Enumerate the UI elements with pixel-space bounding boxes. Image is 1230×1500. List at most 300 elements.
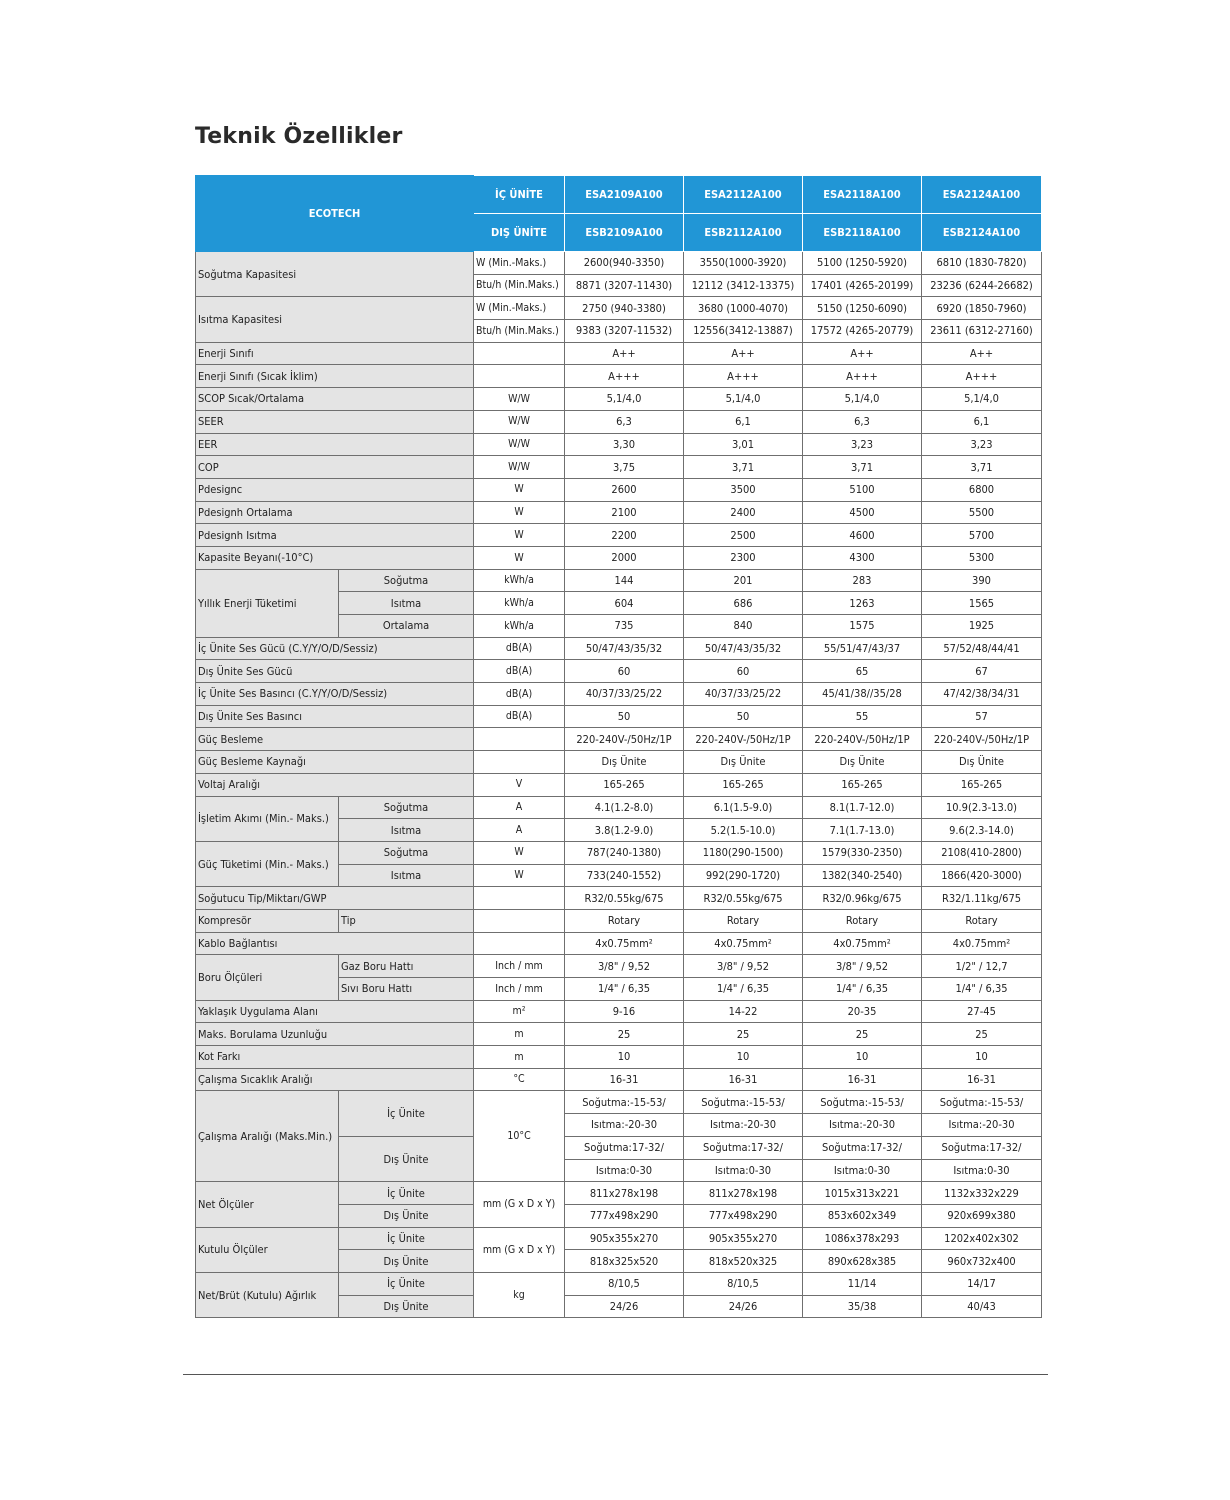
table-row — [196, 932, 1042, 955]
spec-value: A+++ — [922, 365, 1042, 388]
table-row — [196, 887, 1042, 910]
spec-value: 920x699x380 — [922, 1204, 1042, 1227]
table-row — [196, 796, 1042, 819]
spec-value: 25 — [565, 1023, 684, 1046]
page-title: Teknik Özellikler — [195, 124, 403, 149]
spec-sublabel: Dış Ünite — [339, 1136, 474, 1181]
spec-value: 5700 — [922, 524, 1042, 547]
spec-value: R32/0.55kg/675 — [684, 887, 803, 910]
spec-value: 25 — [922, 1023, 1042, 1046]
spec-value: 1/2" / 12,7 — [922, 955, 1042, 978]
spec-value: Dış Ünite — [684, 751, 803, 774]
spec-unit: 10°C — [474, 1091, 565, 1182]
spec-unit: W — [474, 864, 565, 887]
spec-value: A++ — [565, 342, 684, 365]
spec-unit: W (Min.-Maks.) — [474, 252, 565, 275]
spec-unit: dB(A) — [474, 660, 565, 683]
spec-value: 283 — [803, 569, 922, 592]
spec-value: 5,1/4,0 — [565, 388, 684, 411]
spec-value: 5300 — [922, 546, 1042, 569]
spec-value: 4600 — [803, 524, 922, 547]
spec-value: 16-31 — [684, 1068, 803, 1091]
spec-label: Kutulu Ölçüler — [196, 1227, 339, 1272]
spec-value: 1202x402x302 — [922, 1227, 1042, 1250]
outdoor-model: ESB2118A100 — [803, 214, 922, 252]
spec-value: 390 — [922, 569, 1042, 592]
spec-value: Soğutma:17-32/ — [803, 1136, 922, 1159]
table-row — [196, 1091, 1042, 1114]
spec-value: 1180(290-1500) — [684, 841, 803, 864]
brand-header: ECOTECH — [196, 176, 474, 252]
spec-value: 40/37/33/25/22 — [565, 683, 684, 706]
spec-value: 9383 (3207-11532) — [565, 320, 684, 343]
spec-value: 10 — [922, 1046, 1042, 1069]
table-row — [196, 297, 1042, 320]
spec-value: 6810 (1830-7820) — [922, 252, 1042, 275]
spec-value: Soğutma:17-32/ — [565, 1136, 684, 1159]
spec-unit — [474, 342, 565, 365]
table-row — [196, 1046, 1042, 1069]
spec-value: 6800 — [922, 478, 1042, 501]
spec-value: 735 — [565, 615, 684, 638]
spec-label: Enerji Sınıfı — [196, 342, 474, 365]
spec-value: 1015x313x221 — [803, 1182, 922, 1205]
spec-value: 2000 — [565, 546, 684, 569]
spec-value: 10 — [684, 1046, 803, 1069]
spec-sublabel: Isıtma — [339, 864, 474, 887]
spec-value: 10 — [803, 1046, 922, 1069]
spec-label: Kompresör — [196, 909, 339, 932]
spec-unit: A — [474, 819, 565, 842]
spec-value: 11/14 — [803, 1272, 922, 1295]
spec-label: SEER — [196, 410, 474, 433]
table-row — [196, 546, 1042, 569]
spec-value: 3/8" / 9,52 — [684, 955, 803, 978]
spec-value: 2600 — [565, 478, 684, 501]
spec-value: 17401 (4265-20199) — [803, 274, 922, 297]
spec-label: Güç Tüketimi (Min.- Maks.) — [196, 841, 339, 886]
spec-value: 3.8(1.2-9.0) — [565, 819, 684, 842]
spec-value: 3,71 — [922, 456, 1042, 479]
spec-unit: Btu/h (Min.Maks.) — [474, 320, 565, 343]
spec-value: 3/8" / 9,52 — [803, 955, 922, 978]
spec-value: 5100 (1250-5920) — [803, 252, 922, 275]
spec-value: 10.9(2.3-13.0) — [922, 796, 1042, 819]
spec-value: 604 — [565, 592, 684, 615]
spec-value: 1575 — [803, 615, 922, 638]
spec-value: Rotary — [922, 909, 1042, 932]
table-row — [196, 1023, 1042, 1046]
spec-value: 853x602x349 — [803, 1204, 922, 1227]
spec-value: 6,3 — [565, 410, 684, 433]
spec-value: 3680 (1000-4070) — [684, 297, 803, 320]
spec-value: 57 — [922, 705, 1042, 728]
spec-value: 3,30 — [565, 433, 684, 456]
spec-unit: W — [474, 841, 565, 864]
spec-value: 65 — [803, 660, 922, 683]
table-row — [196, 637, 1042, 660]
spec-unit — [474, 909, 565, 932]
spec-value: 24/26 — [684, 1295, 803, 1318]
spec-value: Isıtma:0-30 — [565, 1159, 684, 1182]
spec-unit: W/W — [474, 410, 565, 433]
spec-unit: W — [474, 478, 565, 501]
spec-value: 40/43 — [922, 1295, 1042, 1318]
spec-value: 16-31 — [922, 1068, 1042, 1091]
spec-value: 4x0.75mm² — [803, 932, 922, 955]
spec-value: 4x0.75mm² — [922, 932, 1042, 955]
spec-label: EER — [196, 433, 474, 456]
spec-label: Dış Ünite Ses Gücü — [196, 660, 474, 683]
indoor-model: ESA2118A100 — [803, 176, 922, 214]
spec-value: Rotary — [565, 909, 684, 932]
spec-label: Yaklaşık Uygulama Alanı — [196, 1000, 474, 1023]
spec-value: 55/51/47/43/37 — [803, 637, 922, 660]
spec-label: Net Ölçüler — [196, 1182, 339, 1227]
spec-value: 35/38 — [803, 1295, 922, 1318]
spec-unit: kWh/a — [474, 592, 565, 615]
table-row — [196, 569, 1042, 592]
indoor-unit-header: İÇ ÜNİTE — [474, 176, 565, 214]
spec-unit: W — [474, 546, 565, 569]
spec-unit: W/W — [474, 388, 565, 411]
spec-value: Rotary — [684, 909, 803, 932]
spec-value: Isıtma:-20-30 — [803, 1114, 922, 1137]
spec-unit: Inch / mm — [474, 955, 565, 978]
spec-value: 8/10,5 — [565, 1272, 684, 1295]
table-row — [196, 841, 1042, 864]
spec-value: Soğutma:-15-53/ — [684, 1091, 803, 1114]
spec-value: Rotary — [803, 909, 922, 932]
spec-value: 144 — [565, 569, 684, 592]
spec-value: 1579(330-2350) — [803, 841, 922, 864]
table-row — [196, 524, 1042, 547]
spec-sublabel: İç Ünite — [339, 1182, 474, 1205]
spec-value: 3,75 — [565, 456, 684, 479]
spec-value: 1/4" / 6,35 — [565, 978, 684, 1001]
spec-value: 3550(1000-3920) — [684, 252, 803, 275]
spec-value: 17572 (4265-20779) — [803, 320, 922, 343]
spec-value: A++ — [684, 342, 803, 365]
spec-unit: V — [474, 773, 565, 796]
indoor-model: ESA2109A100 — [565, 176, 684, 214]
table-row — [196, 909, 1042, 932]
spec-value: 3,23 — [922, 433, 1042, 456]
spec-label: Boru Ölçüleri — [196, 955, 339, 1000]
spec-value: Isıtma:-20-30 — [684, 1114, 803, 1137]
spec-unit: W/W — [474, 456, 565, 479]
spec-value: 733(240-1552) — [565, 864, 684, 887]
spec-unit: kg — [474, 1272, 565, 1317]
spec-value: 5.2(1.5-10.0) — [684, 819, 803, 842]
spec-label: Kablo Bağlantısı — [196, 932, 474, 955]
spec-sublabel: İç Ünite — [339, 1272, 474, 1295]
spec-label: Güç Besleme — [196, 728, 474, 751]
spec-sublabel: Sıvı Boru Hattı — [339, 978, 474, 1001]
spec-unit: mm (G x D x Y) — [474, 1182, 565, 1227]
table-row — [196, 252, 1042, 275]
spec-value: 1132x332x229 — [922, 1182, 1042, 1205]
spec-unit: Inch / mm — [474, 978, 565, 1001]
outdoor-model: ESB2124A100 — [922, 214, 1042, 252]
table-row — [196, 751, 1042, 774]
spec-label: COP — [196, 456, 474, 479]
spec-value: 7.1(1.7-13.0) — [803, 819, 922, 842]
spec-label: Pdesignc — [196, 478, 474, 501]
spec-unit — [474, 932, 565, 955]
spec-value: 23236 (6244-26682) — [922, 274, 1042, 297]
spec-value: 3,71 — [684, 456, 803, 479]
table-row — [196, 705, 1042, 728]
spec-value: 50 — [684, 705, 803, 728]
spec-value: A++ — [922, 342, 1042, 365]
spec-value: R32/0.96kg/675 — [803, 887, 922, 910]
spec-value: 220-240V-/50Hz/1P — [922, 728, 1042, 751]
spec-unit: A — [474, 796, 565, 819]
spec-unit: dB(A) — [474, 683, 565, 706]
table-row — [196, 1227, 1042, 1250]
spec-label: Çalışma Sıcaklık Aralığı — [196, 1068, 474, 1091]
spec-value: 20-35 — [803, 1000, 922, 1023]
spec-sublabel: Dış Ünite — [339, 1295, 474, 1318]
spec-sublabel: Soğutma — [339, 569, 474, 592]
spec-label: İşletim Akımı (Min.- Maks.) — [196, 796, 339, 841]
spec-unit: Btu/h (Min.Maks.) — [474, 274, 565, 297]
spec-label: Pdesignh Ortalama — [196, 501, 474, 524]
spec-value: 2300 — [684, 546, 803, 569]
table-row — [196, 1068, 1042, 1091]
spec-value: 1565 — [922, 592, 1042, 615]
table-row — [196, 728, 1042, 751]
spec-sublabel: İç Ünite — [339, 1227, 474, 1250]
spec-unit: W — [474, 524, 565, 547]
spec-value: 14-22 — [684, 1000, 803, 1023]
spec-value: 165-265 — [803, 773, 922, 796]
spec-value: 40/37/33/25/22 — [684, 683, 803, 706]
spec-label: Voltaj Aralığı — [196, 773, 474, 796]
spec-value: 8/10,5 — [684, 1272, 803, 1295]
spec-label: Kapasite Beyanı(-10°C) — [196, 546, 474, 569]
table-row — [196, 410, 1042, 433]
spec-value: 12112 (3412-13375) — [684, 274, 803, 297]
spec-value: 25 — [803, 1023, 922, 1046]
spec-value: 1925 — [922, 615, 1042, 638]
spec-value: 3500 — [684, 478, 803, 501]
spec-value: Dış Ünite — [803, 751, 922, 774]
spec-value: 2200 — [565, 524, 684, 547]
spec-value: R32/0.55kg/675 — [565, 887, 684, 910]
spec-sublabel: Dış Ünite — [339, 1204, 474, 1227]
spec-value: 27-45 — [922, 1000, 1042, 1023]
indoor-model: ESA2124A100 — [922, 176, 1042, 214]
spec-value: 686 — [684, 592, 803, 615]
indoor-model: ESA2112A100 — [684, 176, 803, 214]
spec-unit — [474, 751, 565, 774]
spec-value: 9-16 — [565, 1000, 684, 1023]
spec-value: 4x0.75mm² — [565, 932, 684, 955]
spec-label: Net/Brüt (Kutulu) Ağırlık — [196, 1272, 339, 1317]
spec-value: 777x498x290 — [565, 1204, 684, 1227]
spec-label: Soğutma Kapasitesi — [196, 252, 474, 297]
table-row — [196, 342, 1042, 365]
spec-unit: m — [474, 1023, 565, 1046]
spec-unit: W/W — [474, 433, 565, 456]
spec-value: 5150 (1250-6090) — [803, 297, 922, 320]
spec-value: Isıtma:-20-30 — [565, 1114, 684, 1137]
spec-value: 1263 — [803, 592, 922, 615]
spec-value: 2750 (940-3380) — [565, 297, 684, 320]
table-row — [196, 1000, 1042, 1023]
spec-value: 201 — [684, 569, 803, 592]
spec-unit — [474, 365, 565, 388]
spec-label: Güç Besleme Kaynağı — [196, 751, 474, 774]
spec-label: İç Ünite Ses Basıncı (C.Y/Y/O/D/Sessiz) — [196, 683, 474, 706]
spec-value: 811x278x198 — [565, 1182, 684, 1205]
table-row — [196, 1272, 1042, 1295]
spec-value: Isıtma:0-30 — [684, 1159, 803, 1182]
spec-value: 60 — [565, 660, 684, 683]
spec-value: 12556(3412-13887) — [684, 320, 803, 343]
table-row — [196, 501, 1042, 524]
spec-sublabel: Tip — [339, 909, 474, 932]
spec-sublabel: Dış Ünite — [339, 1250, 474, 1273]
spec-value: 165-265 — [922, 773, 1042, 796]
spec-sublabel: Isıtma — [339, 819, 474, 842]
spec-value: Soğutma:17-32/ — [684, 1136, 803, 1159]
table-row — [196, 433, 1042, 456]
spec-unit: m² — [474, 1000, 565, 1023]
spec-value: 57/52/48/44/41 — [922, 637, 1042, 660]
spec-value: 905x355x270 — [684, 1227, 803, 1250]
spec-unit — [474, 887, 565, 910]
spec-value: 1/4" / 6,35 — [922, 978, 1042, 1001]
spec-label: Pdesignh Isıtma — [196, 524, 474, 547]
spec-unit: W (Min.-Maks.) — [474, 297, 565, 320]
spec-value: 4500 — [803, 501, 922, 524]
spec-value: 6,1 — [922, 410, 1042, 433]
spec-value: 811x278x198 — [684, 1182, 803, 1205]
spec-unit: dB(A) — [474, 705, 565, 728]
outdoor-model: ESB2109A100 — [565, 214, 684, 252]
spec-value: 787(240-1380) — [565, 841, 684, 864]
spec-unit: kWh/a — [474, 569, 565, 592]
table-row — [196, 1182, 1042, 1205]
spec-unit: °C — [474, 1068, 565, 1091]
spec-sublabel: Gaz Boru Hattı — [339, 955, 474, 978]
table-row — [196, 478, 1042, 501]
spec-label: Maks. Borulama Uzunluğu — [196, 1023, 474, 1046]
bottom-rule — [183, 1374, 1048, 1375]
spec-sublabel: Isıtma — [339, 592, 474, 615]
spec-value: Soğutma:-15-53/ — [565, 1091, 684, 1114]
spec-value: 165-265 — [565, 773, 684, 796]
spec-label: Kot Farkı — [196, 1046, 474, 1069]
spec-value: 67 — [922, 660, 1042, 683]
spec-value: 50/47/43/35/32 — [565, 637, 684, 660]
spec-value: 960x732x400 — [922, 1250, 1042, 1273]
spec-value: 818x325x520 — [565, 1250, 684, 1273]
spec-value: R32/1.11kg/675 — [922, 887, 1042, 910]
spec-value: 2400 — [684, 501, 803, 524]
spec-unit — [474, 728, 565, 751]
table-row — [196, 955, 1042, 978]
spec-value: 890x628x385 — [803, 1250, 922, 1273]
spec-value: 55 — [803, 705, 922, 728]
spec-value: 45/41/38//35/28 — [803, 683, 922, 706]
spec-value: 5,1/4,0 — [684, 388, 803, 411]
spec-value: 5100 — [803, 478, 922, 501]
spec-value: 14/17 — [922, 1272, 1042, 1295]
spec-value: 6.1(1.5-9.0) — [684, 796, 803, 819]
table-row — [196, 773, 1042, 796]
spec-value: 992(290-1720) — [684, 864, 803, 887]
spec-label: Enerji Sınıfı (Sıcak İklim) — [196, 365, 474, 388]
spec-value: 6,1 — [684, 410, 803, 433]
spec-label: İç Ünite Ses Gücü (C.Y/Y/O/D/Sessiz) — [196, 637, 474, 660]
spec-value: 10 — [565, 1046, 684, 1069]
spec-value: 8.1(1.7-12.0) — [803, 796, 922, 819]
spec-sublabel: İç Ünite — [339, 1091, 474, 1136]
spec-label: Isıtma Kapasitesi — [196, 297, 474, 342]
spec-value: 50 — [565, 705, 684, 728]
table-row — [196, 365, 1042, 388]
spec-value: 165-265 — [684, 773, 803, 796]
spec-value: 2108(410-2800) — [922, 841, 1042, 864]
spec-value: 1/4" / 6,35 — [803, 978, 922, 1001]
spec-value: 2500 — [684, 524, 803, 547]
spec-label: Çalışma Aralığı (Maks.Min.) — [196, 1091, 339, 1182]
spec-value: Isıtma:0-30 — [922, 1159, 1042, 1182]
spec-value: 840 — [684, 615, 803, 638]
spec-value: 9.6(2.3-14.0) — [922, 819, 1042, 842]
table-row — [196, 683, 1042, 706]
spec-label: Soğutucu Tip/Miktarı/GWP — [196, 887, 474, 910]
spec-value: 818x520x325 — [684, 1250, 803, 1273]
table-row — [196, 456, 1042, 479]
spec-value: 220-240V-/50Hz/1P — [565, 728, 684, 751]
spec-value: 25 — [684, 1023, 803, 1046]
spec-label: Dış Ünite Ses Basıncı — [196, 705, 474, 728]
spec-value: A+++ — [565, 365, 684, 388]
spec-value: 220-240V-/50Hz/1P — [684, 728, 803, 751]
spec-value: 6,3 — [803, 410, 922, 433]
spec-unit: kWh/a — [474, 615, 565, 638]
spec-label: Yıllık Enerji Tüketimi — [196, 569, 339, 637]
spec-value: 4x0.75mm² — [684, 932, 803, 955]
spec-value: 16-31 — [803, 1068, 922, 1091]
spec-value: 2100 — [565, 501, 684, 524]
spec-value: Dış Ünite — [565, 751, 684, 774]
spec-value: 1/4" / 6,35 — [684, 978, 803, 1001]
spec-value: 3,71 — [803, 456, 922, 479]
spec-value: 24/26 — [565, 1295, 684, 1318]
spec-value: Isıtma:-20-30 — [922, 1114, 1042, 1137]
spec-sublabel: Soğutma — [339, 841, 474, 864]
spec-value: 5500 — [922, 501, 1042, 524]
spec-value: 1382(340-2540) — [803, 864, 922, 887]
spec-value: Dış Ünite — [922, 751, 1042, 774]
spec-unit: dB(A) — [474, 637, 565, 660]
spec-label: SCOP Sıcak/Ortalama — [196, 388, 474, 411]
spec-value: 2600(940-3350) — [565, 252, 684, 275]
spec-value: 3,23 — [803, 433, 922, 456]
spec-sublabel: Ortalama — [339, 615, 474, 638]
spec-value: 47/42/38/34/31 — [922, 683, 1042, 706]
outdoor-model: ESB2112A100 — [684, 214, 803, 252]
spec-value: Soğutma:-15-53/ — [803, 1091, 922, 1114]
spec-value: 220-240V-/50Hz/1P — [803, 728, 922, 751]
spec-value: Soğutma:17-32/ — [922, 1136, 1042, 1159]
